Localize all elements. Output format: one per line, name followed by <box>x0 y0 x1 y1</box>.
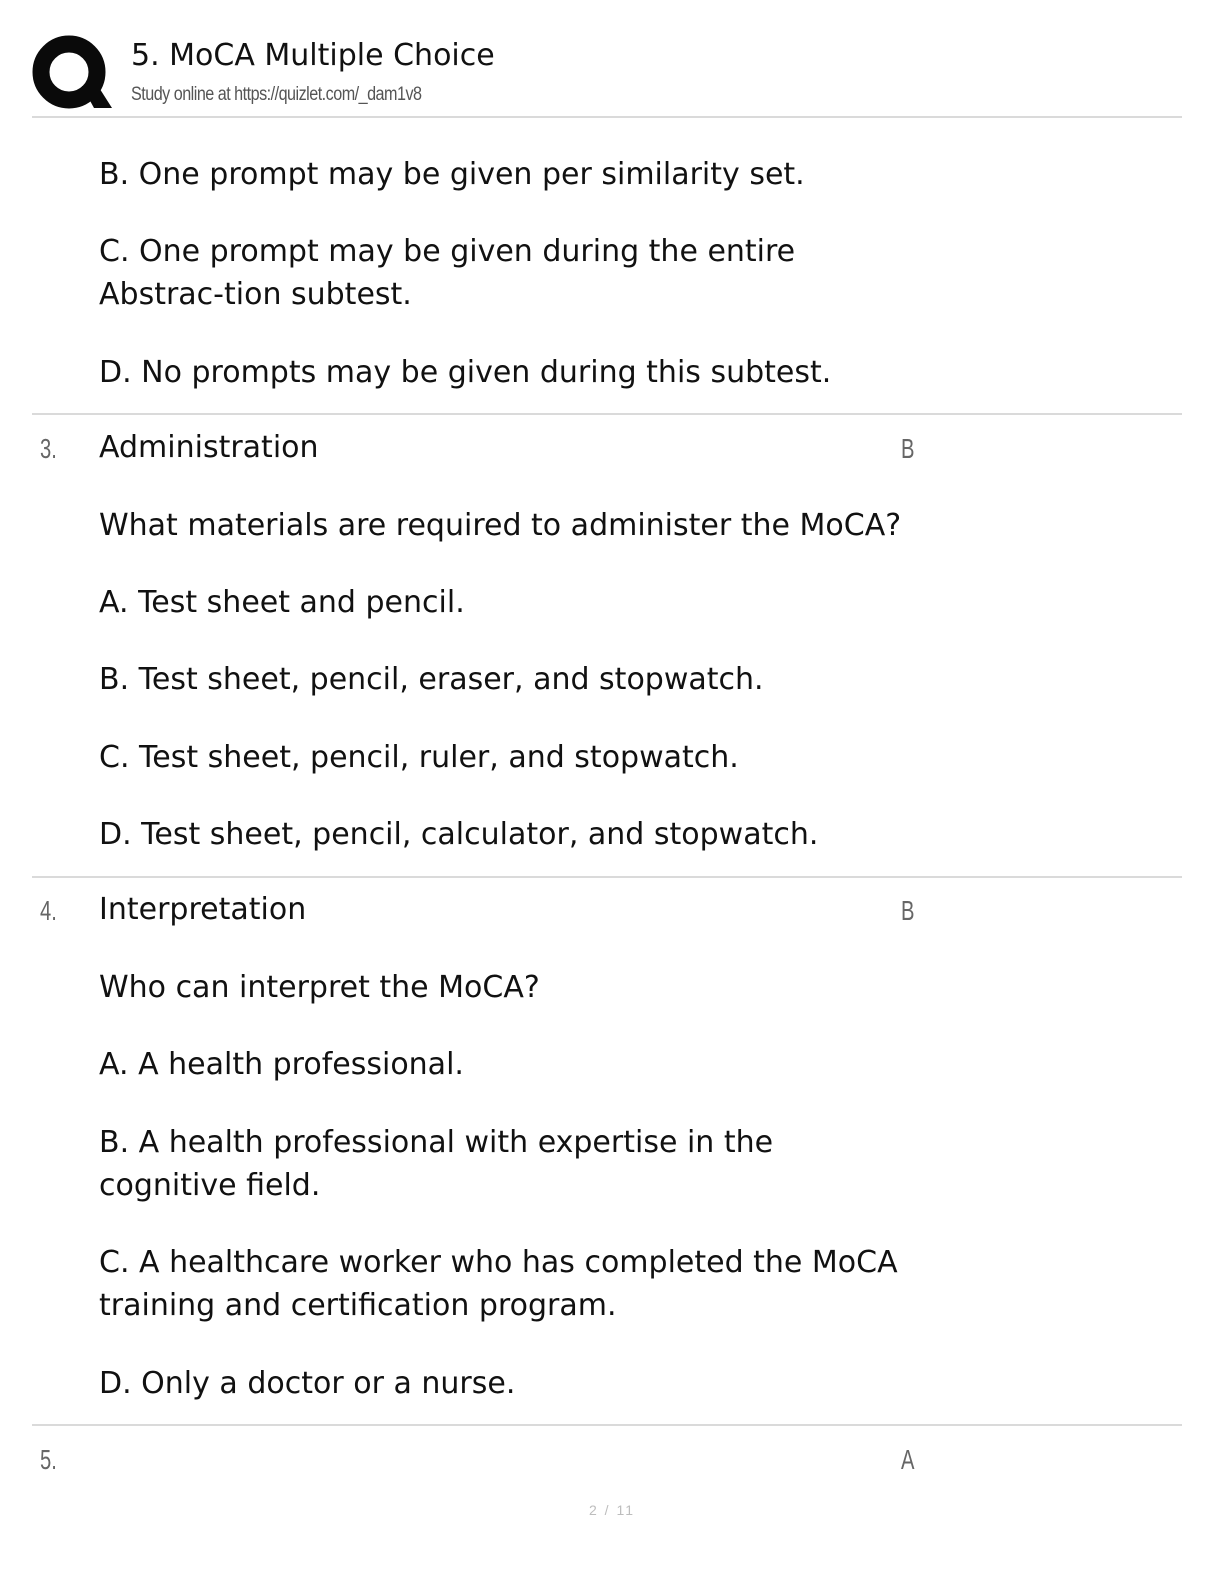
page-number: 2 / 11 <box>589 1502 635 1518</box>
q2-option-d: D. No prompts may be given during this subtest. <box>99 355 832 390</box>
q3-option-b: B. Test sheet, pencil, eraser, and stopwatch. <box>99 662 764 697</box>
q5-number: 5. <box>40 1444 57 1475</box>
document-title: 5. MoCA Multiple Choice <box>131 38 495 73</box>
q4-term: Interpretation <box>99 892 307 927</box>
q3-option-c: C. Test sheet, pencil, ruler, and stopwatch. <box>99 740 739 775</box>
row-divider <box>32 1424 1182 1426</box>
q3-option-d: D. Test sheet, pencil, calculator, and stopwatch. <box>99 817 819 852</box>
q4-option-c: C. A healthcare worker who has completed the MoCA training and certification program. <box>99 1245 898 1323</box>
quizlet-logo-icon <box>32 34 112 112</box>
q4-answer: B <box>901 895 915 926</box>
q3-answer: B <box>901 433 915 464</box>
q4-option-d: D. Only a doctor or a nurse. <box>99 1366 516 1401</box>
q5-answer: A <box>901 1444 915 1475</box>
row-divider <box>32 413 1182 415</box>
q4-option-b: B. A health professional with expertise in the cognitive field. <box>99 1125 774 1203</box>
q4-question: Who can interpret the MoCA? <box>99 970 540 1005</box>
q4-option-a: A. A health professional. <box>99 1047 464 1082</box>
q3-question: What materials are required to administer the MoCA? <box>99 508 902 543</box>
q3-term: Administration <box>99 430 319 465</box>
q3-option-a: A. Test sheet and pencil. <box>99 585 465 620</box>
q2-option-b: B. One prompt may be given per similarity set. <box>99 157 805 192</box>
q4-number: 4. <box>40 895 57 926</box>
q2-option-c: C. One prompt may be given during the entire Abstrac-tion subtest. <box>99 234 796 312</box>
header-divider <box>32 116 1182 118</box>
study-online-link[interactable]: Study online at https://quizlet.com/_dam1v8 <box>131 84 422 105</box>
q3-number: 3. <box>40 433 57 464</box>
row-divider <box>32 876 1182 878</box>
